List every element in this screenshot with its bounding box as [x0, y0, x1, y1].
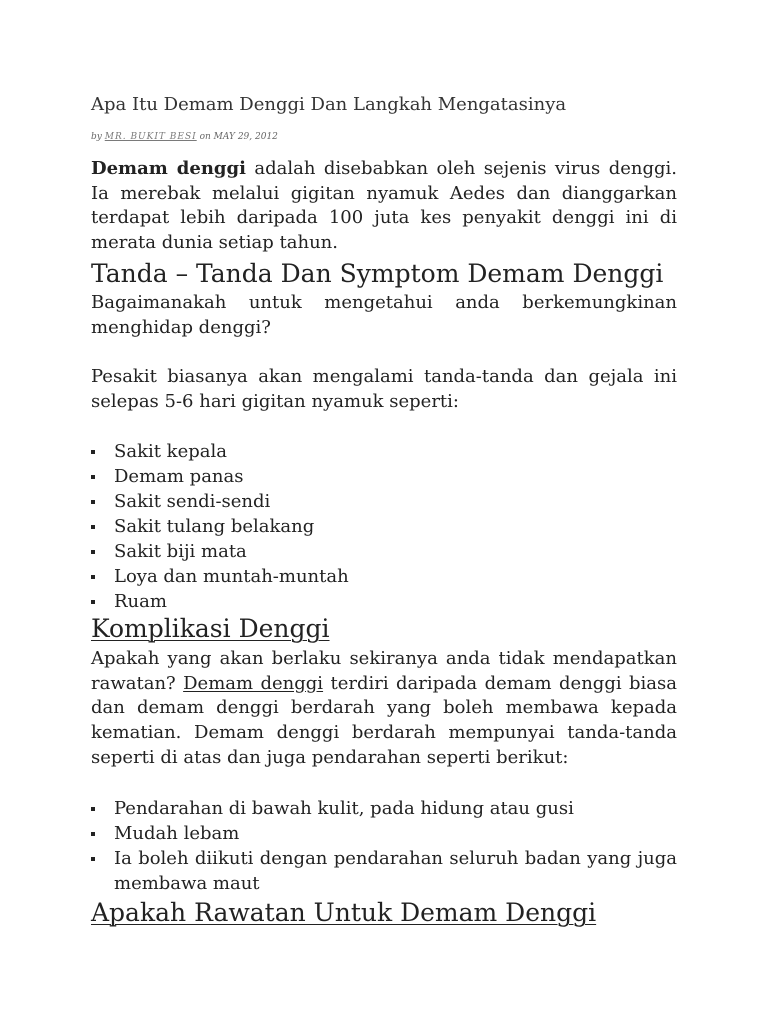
intro-bold-term: Demam denggi: [91, 158, 246, 179]
bullet-icon: [91, 450, 95, 454]
symptoms-list-block: [91, 439, 677, 614]
list-item: Ia boleh diikuti dengan pendarahan seluruh badan yang juga membawa maut: [91, 846, 677, 896]
list-item: Loya dan muntah-muntah: [91, 564, 677, 589]
bullet-icon: [91, 807, 95, 811]
list-item: Sakit biji mata: [91, 539, 677, 564]
author-link[interactable]: MR. BUKIT BESI: [104, 132, 197, 142]
bullet-icon: [91, 575, 95, 579]
intro-text: adalah disebabkan oleh sejenis virus denggi. Ia merebak melalui gigitan nyamuk Aedes dan dianggarkan terdapat lebih daripada 100 juta kes penyakit denggi ini di merata dunia setiap tahun.: [91, 158, 677, 254]
symptoms-list: [91, 439, 677, 614]
bullet-icon: [91, 600, 95, 604]
byline-on: on: [199, 132, 211, 142]
complications-list: [91, 796, 677, 896]
intro-paragraph: [91, 157, 677, 256]
symptoms-intro-block: [91, 365, 677, 414]
section-complications: [91, 614, 677, 644]
list-item: Sakit kepala: [91, 439, 677, 464]
byline-by: by: [91, 132, 102, 142]
bullet-icon: [91, 832, 95, 836]
bullet-icon: [91, 857, 95, 861]
list-item: Sakit tulang belakang: [91, 514, 677, 539]
bullet-icon: [91, 475, 95, 479]
symptoms-question-block: [91, 291, 677, 340]
list-item: Ruam: [91, 589, 677, 614]
byline: [91, 132, 278, 142]
article-title: Apa Itu Demam Denggi Dan Langkah Mengatasinya: [91, 94, 567, 115]
complications-paragraph: Apakah yang akan berlaku sekiranya anda tidak mendapatkan rawatan? Demam denggi terdiri daripada demam denggi biasa dan demam denggi berdarah yang boleh membawa kepada kematian. Demam denggi berdarah mempunyai tanda-tanda seperti di atas dan juga pendarahan seperti berikut:: [91, 648, 677, 768]
symptoms-intro: Pesakit biasanya akan mengalami tanda-tanda dan gejala ini selepas 5-6 hari gigitan nyamuk seperti:: [91, 366, 677, 412]
symptoms-question: Bagaimanakah untuk mengetahui anda berkemungkinan menghidap denggi?: [91, 292, 677, 338]
bullet-icon: [91, 500, 95, 504]
intro-block: [91, 157, 677, 256]
section-heading-symptoms: Tanda – Tanda Dan Symptom Demam Denggi: [91, 259, 664, 288]
demam-denggi-link[interactable]: Demam denggi: [183, 672, 324, 694]
list-item: Mudah lebam: [91, 821, 677, 846]
byline-date: MAY 29, 2012: [213, 132, 278, 142]
complications-paragraph-block: [91, 647, 677, 771]
section-symptoms: [91, 259, 677, 289]
section-heading-complications: Komplikasi Denggi: [91, 614, 330, 643]
bullet-icon: [91, 550, 95, 554]
list-item: Pendarahan di bawah kulit, pada hidung atau gusi: [91, 796, 677, 821]
section-heading-treatment: Apakah Rawatan Untuk Demam Denggi: [91, 898, 597, 927]
list-item: Sakit sendi-sendi: [91, 489, 677, 514]
bullet-icon: [91, 525, 95, 529]
section-treatment: [91, 898, 677, 928]
list-item: Demam panas: [91, 464, 677, 489]
complications-list-block: [91, 796, 677, 896]
